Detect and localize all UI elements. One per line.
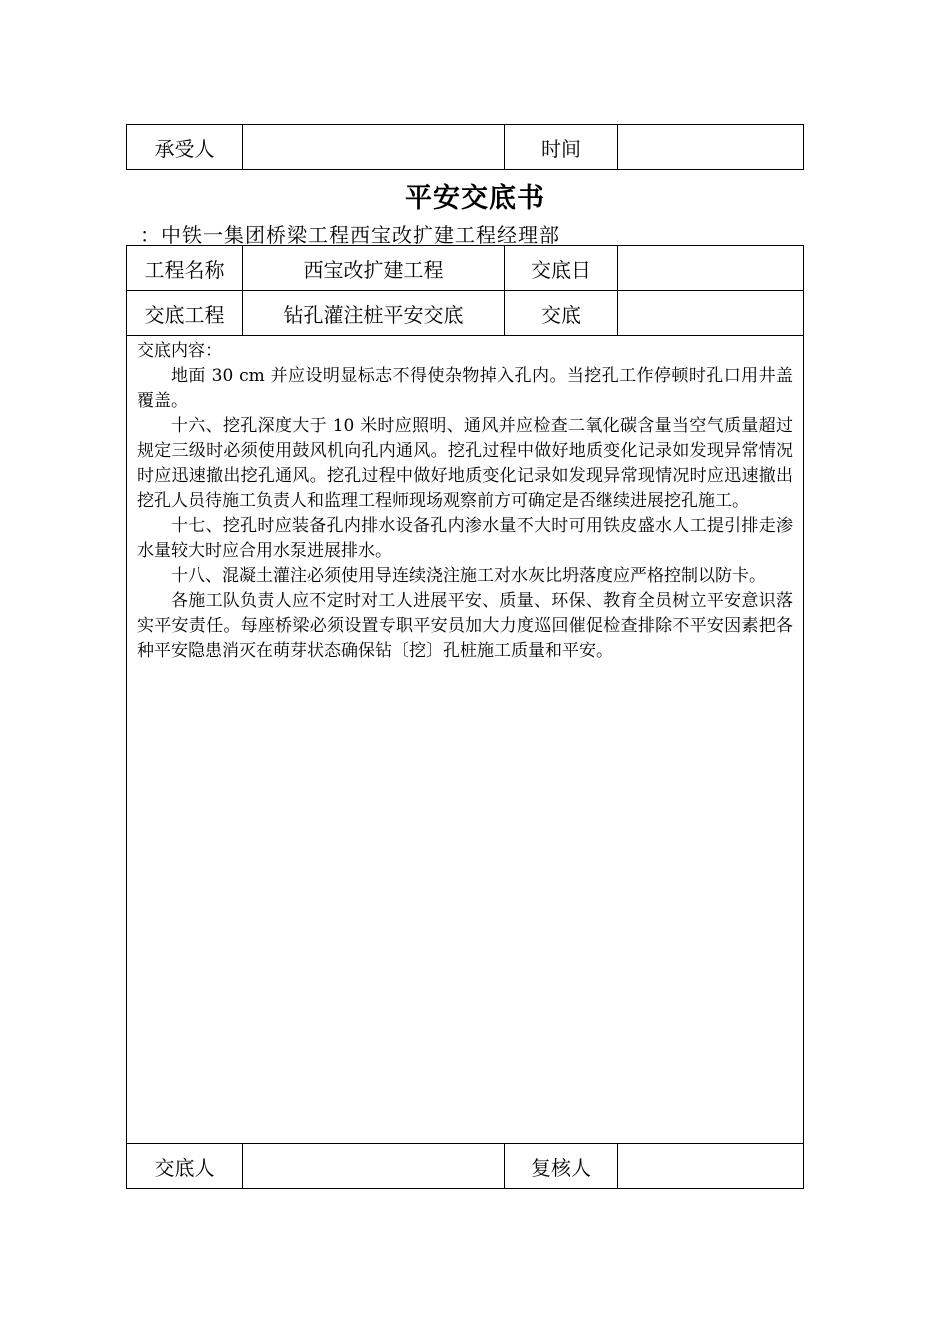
item-label: 交底工程 (127, 291, 243, 336)
project-name-label: 工程名称 (127, 246, 243, 291)
reviewer-label: 复核人 (505, 1144, 618, 1189)
date-field[interactable] (618, 246, 804, 291)
briefing-table (126, 245, 804, 1189)
reviewer-field[interactable] (618, 1144, 804, 1189)
recipient-label: 承受人 (127, 125, 243, 170)
date-label: 交底日 (505, 246, 618, 291)
recipient-table (126, 124, 804, 170)
content-paragraph: 十八、混凝土灌注必须使用导连续浇注施工对水灰比坍落度应严格控制以防卡。 (171, 566, 766, 586)
document-title: 平安交底书 (405, 183, 545, 214)
company-line: ：中铁一集团桥梁工程西宝改扩建工程经理部 (140, 223, 560, 247)
briefing-field[interactable] (618, 291, 804, 336)
content-label: 交底内容： (137, 341, 222, 361)
content-paragraph: 地面 30 cm 并应设明显标志不得使杂物掉入孔内。当挖孔工作停顿时孔口用井盖覆盖。 (137, 366, 793, 411)
time-label: 时间 (505, 125, 618, 170)
briefer-field[interactable] (243, 1144, 505, 1189)
project-name-field[interactable]: 西宝改扩建工程 (243, 246, 505, 291)
item-field[interactable]: 钻孔灌注桩平安交底 (243, 291, 505, 336)
content-paragraph: 十六、挖孔深度大于 10 米时应照明、通风并应检查二氧化碳含量当空气质量超过规定三级时必须使用鼓风机向孔内通风。挖孔过程中做好地质变化记录如发现异常情况时应迅速撤出挖孔通风。挖孔过程中做好地质变化记录如发现异常现情况时应迅速撤出挖孔人员待施工负责人和监理工程师现场观察前方可确定是否继续进展挖孔施工。 (137, 416, 793, 511)
content-paragraph: 十七、挖孔时应装备孔内排水设备孔内渗水量不大时可用铁皮盛水人工提引排走渗水量较大时应合用水泵进展排水。 (137, 516, 793, 561)
recipient-field[interactable] (243, 125, 505, 170)
time-field[interactable] (618, 125, 804, 170)
briefer-label: 交底人 (127, 1144, 243, 1189)
content-cell[interactable] (127, 336, 804, 1144)
briefing-label: 交底 (505, 291, 618, 336)
content-paragraph: 各施工队负责人应不定时对工人进展平安、质量、环保、教育全员树立平安意识落实平安责任。每座桥梁必须设置专职平安员加大力度巡回催促检查排除不平安因素把各种平安隐患消灭在萌芽状态确保钻〔挖〕孔桩施工质量和平安。 (137, 591, 793, 661)
